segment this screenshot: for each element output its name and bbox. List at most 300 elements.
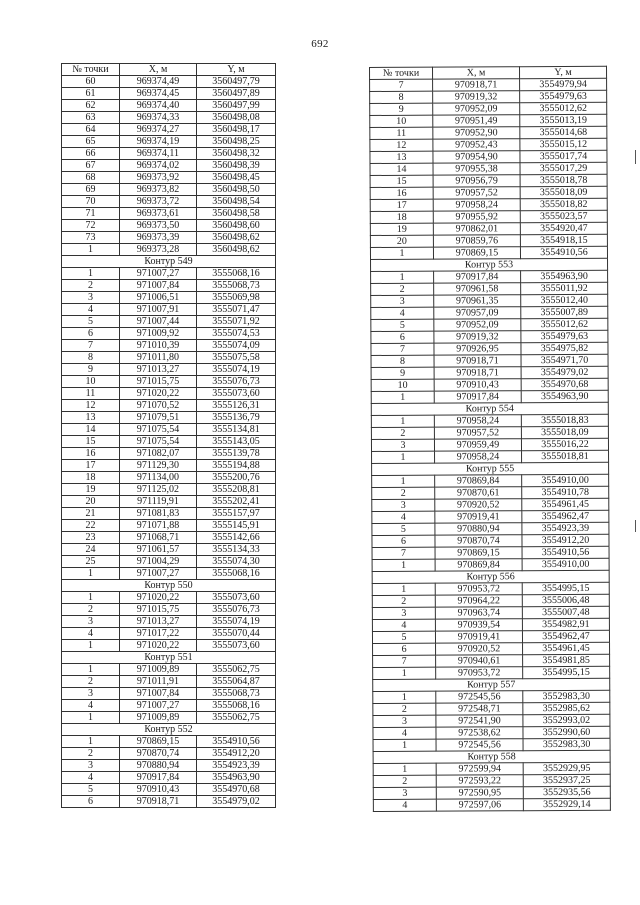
x-coordinate: 971007,44 [120,316,197,328]
y-coordinate: 3555075,58 [197,352,276,364]
table-row [62,460,276,472]
x-coordinate: 970963,74 [435,607,522,619]
point-number: 61 [62,88,120,100]
table-row [62,628,276,640]
y-coordinate: 3560498,08 [197,112,276,124]
point-number: 1 [62,568,120,580]
point-number: 1 [62,268,120,280]
y-coordinate: 3560498,39 [197,160,276,172]
table-row [373,726,610,739]
y-coordinate: 3555076,73 [197,376,276,388]
y-coordinate: 3560498,62 [197,244,276,256]
x-coordinate: 970869,15 [433,247,520,259]
y-coordinate: 3555017,74 [520,150,607,162]
contour-label: Контур 552 [62,724,276,736]
contour-row [62,724,276,736]
y-coordinate: 3555071,47 [197,304,276,316]
table-row [370,126,607,139]
point-number: 63 [62,112,120,124]
table-row [373,774,610,787]
x-coordinate: 970920,52 [435,499,522,511]
x-coordinate: 970869,84 [435,475,522,487]
point-number: 22 [62,520,120,532]
x-coordinate: 970918,71 [120,796,197,808]
y-coordinate: 3552929,95 [523,762,610,774]
point-number: 7 [371,343,434,355]
header-y: Y, м [520,66,607,78]
table-row [371,366,608,379]
x-coordinate: 969373,72 [120,196,197,208]
header-y: Y, м [197,64,276,76]
y-coordinate: 3555194,88 [197,460,276,472]
x-coordinate: 970869,15 [120,736,197,748]
point-number: 19 [370,223,433,235]
table-row [370,234,607,247]
table-row [371,390,608,403]
table-row [62,532,276,544]
x-coordinate: 971015,75 [120,604,197,616]
point-number: 21 [62,508,120,520]
table-row [62,328,276,340]
point-number: 2 [372,487,435,499]
y-coordinate: 3554963,90 [521,270,608,282]
y-coordinate: 3555073,60 [197,640,276,652]
x-coordinate: 970910,43 [434,379,521,391]
x-coordinate: 970951,49 [433,115,520,127]
y-coordinate: 3552935,56 [523,786,610,798]
table-row [62,424,276,436]
table-row [62,244,276,256]
contour-label: Контур 556 [372,570,609,583]
table-header-row [370,66,607,79]
x-coordinate: 969374,02 [120,160,197,172]
point-number: 6 [62,796,120,808]
y-coordinate: 3560498,17 [197,124,276,136]
x-coordinate: 971007,27 [120,568,197,580]
table-row [372,510,609,523]
x-coordinate: 969374,49 [120,76,197,88]
header-point-number: № точки [62,64,120,76]
x-coordinate: 971134,00 [120,472,197,484]
point-number: 1 [371,415,434,427]
y-coordinate: 3560498,58 [197,208,276,220]
point-number: 24 [62,544,120,556]
x-coordinate: 970880,94 [120,760,197,772]
y-coordinate: 3555023,57 [520,210,607,222]
x-coordinate: 970952,09 [433,103,520,115]
x-coordinate: 970870,61 [435,487,522,499]
y-coordinate: 3554912,20 [522,534,609,546]
y-coordinate: 3555145,91 [197,520,276,532]
point-number: 72 [62,220,120,232]
table-row [62,124,276,136]
page-number: 692 [311,38,329,50]
y-coordinate: 3560498,25 [197,136,276,148]
y-coordinate: 3555068,16 [197,568,276,580]
point-number: 1 [372,583,435,595]
table-row [62,484,276,496]
x-coordinate: 970957,52 [433,187,520,199]
y-coordinate: 3555143,05 [197,436,276,448]
y-coordinate: 3552990,60 [523,726,610,738]
x-coordinate: 970918,71 [433,79,520,91]
point-number: 4 [62,628,120,640]
y-coordinate: 3554979,63 [521,330,608,342]
table-body [62,76,276,808]
point-number: 3 [373,787,436,799]
table-row [62,604,276,616]
table-row [62,436,276,448]
table-header-row [62,64,276,76]
point-number: 16 [370,187,433,199]
point-number: 65 [62,136,120,148]
y-coordinate: 3554962,47 [522,510,609,522]
table-row [62,496,276,508]
point-number: 6 [372,535,435,547]
point-number: 1 [373,667,436,679]
y-coordinate: 3555076,73 [197,604,276,616]
x-coordinate: 972590,95 [436,787,523,799]
table-row [62,76,276,88]
y-coordinate: 3555018,82 [520,198,607,210]
table-row [370,150,607,163]
y-coordinate: 3554970,68 [521,378,608,390]
x-coordinate: 970952,43 [433,139,520,151]
y-coordinate: 3554910,56 [522,546,609,558]
x-coordinate: 971009,89 [120,664,197,676]
x-coordinate: 970919,32 [434,331,521,343]
table-row [62,112,276,124]
point-number: 6 [371,331,434,343]
table-row [62,664,276,676]
x-coordinate: 970880,94 [435,523,522,535]
point-number: 4 [373,799,436,811]
y-coordinate: 3560497,89 [197,88,276,100]
table-row [371,414,608,427]
table-row [372,474,609,487]
table-row [372,630,609,643]
y-coordinate: 3554979,63 [520,90,607,102]
x-coordinate: 969373,61 [120,208,197,220]
y-coordinate: 3555018,78 [520,174,607,186]
table-row [372,498,609,511]
point-number: 10 [371,379,434,391]
point-number: 11 [62,388,120,400]
y-coordinate: 3554963,90 [197,772,276,784]
point-number: 12 [62,400,120,412]
table-row [62,316,276,328]
x-coordinate: 971125,02 [120,484,197,496]
x-coordinate: 972538,62 [436,727,523,739]
point-number: 18 [370,211,433,223]
table-row [370,246,607,259]
contour-label: Контур 555 [372,462,609,475]
y-coordinate: 3555014,68 [520,126,607,138]
y-coordinate: 3555134,81 [197,424,276,436]
table-row [373,690,610,703]
y-coordinate: 3554910,00 [522,474,609,486]
point-number: 18 [62,472,120,484]
x-coordinate: 971075,54 [120,424,197,436]
point-number: 1 [373,739,436,751]
x-coordinate: 970957,09 [434,307,521,319]
point-number: 1 [62,592,120,604]
x-coordinate: 971075,54 [120,436,197,448]
header-x: X, м [433,67,520,79]
y-coordinate: 3555068,16 [197,268,276,280]
point-number: 5 [372,523,435,535]
table-row [62,448,276,460]
y-coordinate: 3554910,56 [197,736,276,748]
y-coordinate: 3554979,94 [520,78,607,90]
table-row [371,354,608,367]
x-coordinate: 971007,84 [120,280,197,292]
x-coordinate: 971004,29 [120,556,197,568]
point-number: 6 [373,643,436,655]
x-coordinate: 971129,30 [120,460,197,472]
x-coordinate: 969374,33 [120,112,197,124]
table-row [62,772,276,784]
table-row [62,700,276,712]
x-coordinate: 970955,92 [433,211,520,223]
y-coordinate: 3555069,98 [197,292,276,304]
point-number: 1 [62,712,120,724]
y-coordinate: 3555068,16 [197,700,276,712]
table-row [371,342,608,355]
y-coordinate: 3554961,45 [523,642,610,654]
table-row [62,280,276,292]
x-coordinate: 971119,91 [120,496,197,508]
y-coordinate: 3555012,40 [521,294,608,306]
y-coordinate: 3555017,29 [520,162,607,174]
point-number: 2 [372,595,435,607]
point-number: 2 [62,748,120,760]
table-row [373,738,610,751]
header-point-number: № точки [370,67,433,79]
contour-row [62,580,276,592]
y-coordinate: 3554962,47 [522,630,609,642]
table-row [373,654,610,667]
x-coordinate: 971013,27 [120,616,197,628]
table-row [62,148,276,160]
x-coordinate: 970939,54 [435,619,522,631]
x-coordinate: 969374,11 [120,148,197,160]
x-coordinate: 970919,41 [435,511,522,523]
table-row [62,184,276,196]
y-coordinate: 3560497,79 [197,76,276,88]
point-number: 4 [372,619,435,631]
table-row [373,666,610,679]
table-row [370,78,607,91]
y-coordinate: 3555016,22 [521,438,608,450]
table-row [370,222,607,235]
point-number: 2 [373,775,436,787]
contour-label: Контур 558 [373,750,610,763]
y-coordinate: 3555018,09 [521,426,608,438]
point-number: 19 [62,484,120,496]
point-number: 3 [373,715,436,727]
point-number: 10 [370,115,433,127]
x-coordinate: 970952,90 [433,127,520,139]
table-row [62,784,276,796]
x-coordinate: 970926,95 [434,343,521,355]
table-row [372,582,609,595]
point-number: 64 [62,124,120,136]
y-coordinate: 3555011,92 [521,282,608,294]
y-coordinate: 3552929,14 [523,798,610,810]
point-number: 7 [373,655,436,667]
point-number: 2 [62,604,120,616]
table-row [373,714,610,727]
x-coordinate: 970918,71 [434,367,521,379]
point-number: 20 [370,235,433,247]
point-number: 1 [372,559,435,571]
x-coordinate: 969374,45 [120,88,197,100]
x-coordinate: 971068,71 [120,532,197,544]
table-row [62,388,276,400]
y-coordinate: 3555126,31 [197,400,276,412]
table-row [372,450,609,463]
point-number: 17 [62,460,120,472]
y-coordinate: 3552993,02 [523,714,610,726]
x-coordinate: 971061,57 [120,544,197,556]
point-number: 69 [62,184,120,196]
y-coordinate: 3555018,83 [521,414,608,426]
x-coordinate: 969373,39 [120,232,197,244]
contour-label: Контур 549 [62,256,276,268]
x-coordinate: 971007,27 [120,268,197,280]
point-number: 3 [371,295,434,307]
x-coordinate: 970862,01 [433,223,520,235]
table-row [370,186,607,199]
x-coordinate: 970859,76 [433,235,520,247]
table-row [62,640,276,652]
y-coordinate: 3555073,60 [197,592,276,604]
point-number: 3 [372,499,435,511]
table-row [62,544,276,556]
x-coordinate: 971006,51 [120,292,197,304]
contour-label: Контур 550 [62,580,276,592]
table-row [370,102,607,115]
x-coordinate: 970869,84 [435,559,522,571]
point-number: 3 [62,760,120,772]
x-coordinate: 971079,51 [120,412,197,424]
y-coordinate: 3555007,89 [521,306,608,318]
y-coordinate: 3554975,82 [521,342,608,354]
contour-label: Контур 554 [371,402,608,415]
point-number: 1 [62,244,120,256]
x-coordinate: 970940,61 [436,655,523,667]
point-number: 12 [370,139,433,151]
x-coordinate: 969373,92 [120,172,197,184]
x-coordinate: 970958,24 [433,199,520,211]
table-row [62,748,276,760]
x-coordinate: 972545,56 [436,739,523,751]
coordinates-table-left [61,63,276,808]
x-coordinate: 972548,71 [436,703,523,715]
point-number: 10 [62,376,120,388]
point-number: 73 [62,232,120,244]
y-coordinate: 3555139,78 [197,448,276,460]
y-coordinate: 3554910,00 [522,558,609,570]
contour-label: Контур 557 [373,678,610,691]
point-number: 9 [370,103,433,115]
point-number: 8 [62,352,120,364]
y-coordinate: 3554918,15 [520,234,607,246]
y-coordinate: 3552983,30 [523,690,610,702]
table-row [371,306,608,319]
point-number: 70 [62,196,120,208]
point-number: 1 [62,664,120,676]
table-row [62,412,276,424]
point-number: 13 [370,151,433,163]
table-row [372,606,609,619]
x-coordinate: 969374,27 [120,124,197,136]
y-coordinate: 3554920,47 [520,222,607,234]
y-coordinate: 3554961,45 [522,498,609,510]
table-row [370,138,607,151]
x-coordinate: 970953,72 [436,667,523,679]
y-coordinate: 3555062,75 [197,664,276,676]
table-row [62,400,276,412]
point-number: 1 [372,475,435,487]
table-row [62,88,276,100]
x-coordinate: 970917,84 [434,271,521,283]
y-coordinate: 3555074,53 [197,328,276,340]
x-coordinate: 970919,41 [435,631,522,643]
y-coordinate: 3555070,44 [197,628,276,640]
table-row [62,340,276,352]
point-number: 3 [371,439,434,451]
x-coordinate: 971007,27 [120,700,197,712]
y-coordinate: 3554979,02 [521,366,608,378]
y-coordinate: 3554910,78 [522,486,609,498]
table-row [62,100,276,112]
table-row [372,558,609,571]
table-row [62,292,276,304]
point-number: 14 [62,424,120,436]
y-coordinate: 3555006,48 [522,594,609,606]
x-coordinate: 970954,90 [433,151,520,163]
y-coordinate: 3555068,73 [197,280,276,292]
table-row [373,786,610,799]
x-coordinate: 971009,89 [120,712,197,724]
table-row [370,210,607,223]
table-row [372,522,609,535]
y-coordinate: 3560498,45 [197,172,276,184]
x-coordinate: 971020,22 [120,592,197,604]
y-coordinate: 3555012,62 [520,102,607,114]
x-coordinate: 970961,35 [434,295,521,307]
x-coordinate: 969373,82 [120,184,197,196]
x-coordinate: 972541,90 [436,715,523,727]
point-number: 1 [370,247,433,259]
y-coordinate: 3555007,48 [522,606,609,618]
point-number: 20 [62,496,120,508]
x-coordinate: 971007,91 [120,304,197,316]
point-number: 4 [371,307,434,319]
point-number: 62 [62,100,120,112]
point-number: 6 [62,328,120,340]
point-number: 11 [370,127,433,139]
point-number: 1 [373,763,436,775]
table-row [62,676,276,688]
table-row [372,594,609,607]
y-coordinate: 3555012,62 [521,318,608,330]
point-number: 3 [372,607,435,619]
y-coordinate: 3560498,32 [197,148,276,160]
x-coordinate: 969374,19 [120,136,197,148]
